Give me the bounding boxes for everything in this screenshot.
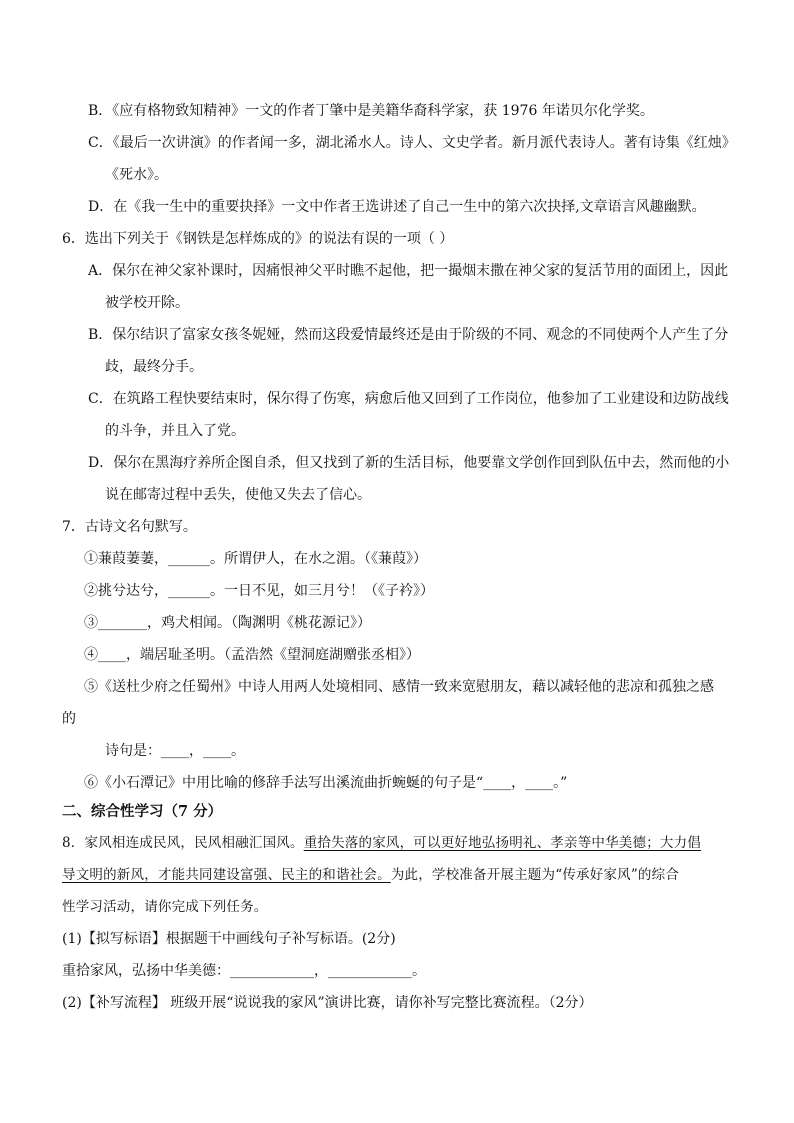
q6-option-d: D．保尔在黑海疗养所企图自杀，但又找到了新的生活目标，他要靠文学创作回到队伍中去，然而他的小 — [88, 455, 730, 471]
q7-item-5-answer: 诗句是：____，____。 — [105, 743, 245, 759]
q7-stem: 7．古诗文名句默写。 — [62, 519, 197, 535]
q6-option-b: B．保尔结识了富家女孩冬妮娅，然而这段爱情最终还是由于阶级的不同、观念的不同使两个人产生了分 — [88, 327, 729, 343]
q7-item-2: ②挑兮达兮，______。一日不见，如三月兮！（《子衿》） — [84, 583, 434, 599]
section-2-heading: 二、综合性学习（7 分） — [62, 803, 223, 820]
q5-option-d: D．在《我一生中的重要抉择》一文中作者王选讲述了自己一生中的第六次抉择,文章语言风趣幽默。 — [88, 199, 706, 215]
q6-option-a: A．保尔在神父家补课时，因痛恨神父平时瞧不起他，把一撮烟末撒在神父家的复活节用的面团上，因此 — [88, 263, 729, 279]
q8-passage-text-cont: 为此，学校准备开展主题为“传承好家风”的综合 — [390, 867, 680, 883]
q8-task-1: (1)【拟写标语】根据题干中画线句子补写标语。(2分) — [62, 931, 396, 947]
q6-option-c-cont: 的斗争，并且入了党。 — [105, 423, 245, 439]
q5-option-c-cont: 《死水》。 — [105, 167, 168, 183]
q7-item-1: ①蒹葭萋萋，______。所谓伊人，在水之湄。（《蒹葭》） — [84, 551, 427, 567]
q6-option-a-cont: 被学校开除。 — [105, 295, 189, 311]
q6-option-b-cont: 歧，最终分手。 — [105, 359, 203, 375]
q8-underlined-sentence-cont: 导文明的新风，才能共同建设富强、民主的和谐社会。 — [62, 867, 391, 883]
q8-passage-line-3: 性学习活动，请你完成下列任务。 — [62, 899, 268, 915]
q8-task-1-answer: 重拾家风，弘扬中华美德：____________，____________。 — [62, 963, 426, 979]
q7-item-3: ③_______，鸡犬相闻。（陶渊明《桃花源记》） — [84, 615, 371, 631]
q5-option-b: B．《应有格物致知精神》一文的作者丁肇中是美籍华裔科学家，获 1976 年诺贝尔化学奖。 — [88, 103, 654, 119]
q8-passage-line-2 — [62, 865, 679, 885]
q6-option-c: C．在筑路工程快要结束时，保尔得了伤寒，病愈后他又回到了工作岗位，他参加了工业建设和边防战线 — [88, 391, 729, 407]
q7-item-5: ⑤《送杜少府之任蜀州》中诗人用两人处境相同、感情一致来宽慰朋友，藉以减轻他的悲凉和孤独之感 — [84, 679, 714, 695]
q8-passage-line-1 — [62, 833, 701, 853]
q8-passage-text: 8．家风相连成民风，民风相融汇国风。 — [62, 835, 304, 851]
q8-task-2: (2)【补写流程】 班级开展“说说我的家风”演讲比赛，请你补写完整比赛流程。（2分） — [62, 995, 593, 1011]
q8-underlined-sentence: 重拾失落的家风，可以更好地弘扬明礼、孝亲等中华美德；大力倡 — [303, 835, 702, 851]
q5-option-c: C．《最后一次讲演》的作者闻一多，湖北浠水人。诗人、文史学者。新月派代表诗人。著有诗集《红烛》 — [88, 135, 736, 151]
q7-item-6: ⑥《小石潭记》中用比喻的修辞手法写出溪流曲折蜿蜒的句子是“____，____。” — [84, 775, 568, 791]
q7-item-4: ④____，端居耻圣明。（孟浩然《望洞庭湖赠张丞相》） — [84, 647, 420, 663]
q6-option-d-cont: 说在邮寄过程中丢失，使他又失去了信心。 — [105, 487, 371, 503]
q6-stem: 6．选出下列关于《钢铁是怎样炼成的》的说法有误的一项（ ） — [62, 231, 454, 247]
q7-item-5-wrap: 的 — [62, 711, 76, 727]
